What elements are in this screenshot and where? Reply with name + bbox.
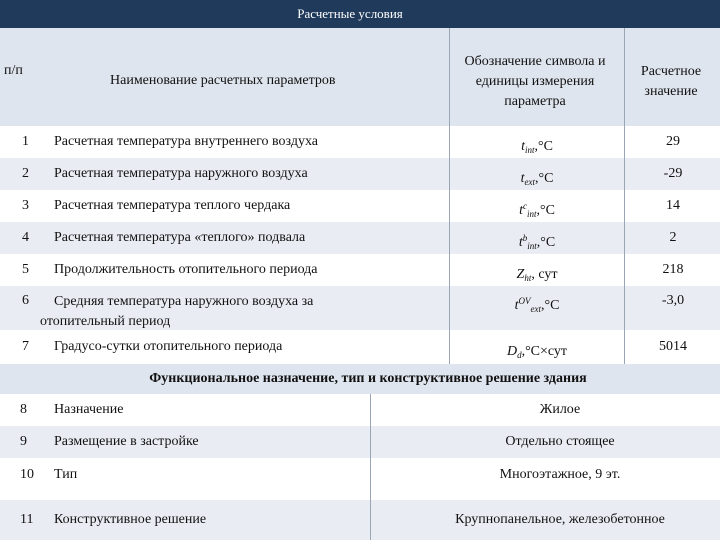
symbol-unit: ,°С [534,171,554,186]
row-name: Назначение [54,402,124,417]
symbol-main: t [521,139,525,154]
symbol-unit: ,°С [540,298,560,313]
table-title-bar [0,0,720,28]
row-number: 6 [22,293,29,308]
symbol-main: t [520,171,525,186]
symbol-main: t [518,235,523,250]
row-value: 29 [666,134,680,149]
row-number: 3 [22,198,29,213]
row-value: 218 [662,262,684,277]
row-name: Расчетная температура теплого чердака [54,198,291,213]
symbol-main: D [506,344,518,359]
symbol-main: t [519,203,523,218]
col-divider-section2 [370,394,371,540]
row-symbol [450,261,624,287]
row-value: -3,0 [661,293,685,308]
row-value: -29 [663,166,683,181]
row-number: 8 [20,402,27,417]
symbol-main: t [514,298,519,313]
symbol-sup: OV [518,296,531,306]
row-symbol [450,197,624,223]
row-name: Расчетная температура «теплого» подвала [54,230,306,245]
row-name: Градусо-сутки отопительного периода [54,339,283,354]
symbol-sub: int [526,209,537,219]
symbol-unit: ,°С×сут [521,344,568,359]
symbol-sub: ext [524,177,535,187]
row-value: Крупнопанельное, железобетонное [455,512,665,527]
row-name: Конструктивное решение [54,512,207,527]
symbol-unit: ,°С [536,203,555,218]
row-name: Средняя температура наружного воздуха за отопительный период [40,294,314,329]
row-name: Размещение в застройке [54,434,199,449]
row-number: 1 [22,134,29,149]
symbol-main: Z [516,267,525,282]
symbol-unit: ,°С [534,139,553,154]
row-symbol [450,292,624,318]
row-symbol [450,133,624,159]
row-symbol [450,338,624,364]
row-number: 9 [20,434,27,449]
row-number: 11 [20,512,34,527]
symbol-sup: c [522,201,527,211]
row-name: Тип [54,467,78,482]
row-name: Продолжительность отопительного периода [54,262,318,277]
row-value: Жилое [539,402,581,417]
row-value: 5014 [659,339,687,354]
col-divider-value [624,28,625,364]
col-divider-symbol [449,28,450,364]
row-value: Отдельно стоящее [505,434,615,449]
symbol-sub: ht [524,273,532,283]
header-name: Наименование расчетных параметров [110,73,336,88]
row-value: Многоэтажное, 9 эт. [499,467,621,482]
row-name: Расчетная температура внутреннего воздуха [54,134,318,149]
row-number: 2 [22,166,29,181]
symbol-sub: d [517,350,522,360]
symbol-sub: int [527,241,537,251]
section2-title: Функциональное назначение, тип и конструктивное решение здания [0,364,720,394]
row-number: 10 [20,467,34,482]
row-value: 2 [669,230,677,245]
symbol-unit: ,°С [536,235,556,250]
header-num: п/п [4,63,23,78]
row-number: 4 [22,230,29,245]
symbol-unit: , сут [531,267,558,282]
symbol-sub: ext [530,304,541,314]
table-title: Расчетные условия [297,6,403,21]
header-symbol: Обозначение символа и единицы измерения параметра [464,54,606,109]
row-number: 7 [22,339,29,354]
row-symbol [450,165,624,191]
header-value: Расчетное значение [640,64,702,99]
symbol-sub: int [524,145,535,155]
symbol-sup: b [522,233,528,243]
row-name: Расчетная температура наружного воздуха [54,166,308,181]
row-symbol [450,229,624,255]
row-number: 5 [22,262,29,277]
row-value: 14 [666,198,680,213]
